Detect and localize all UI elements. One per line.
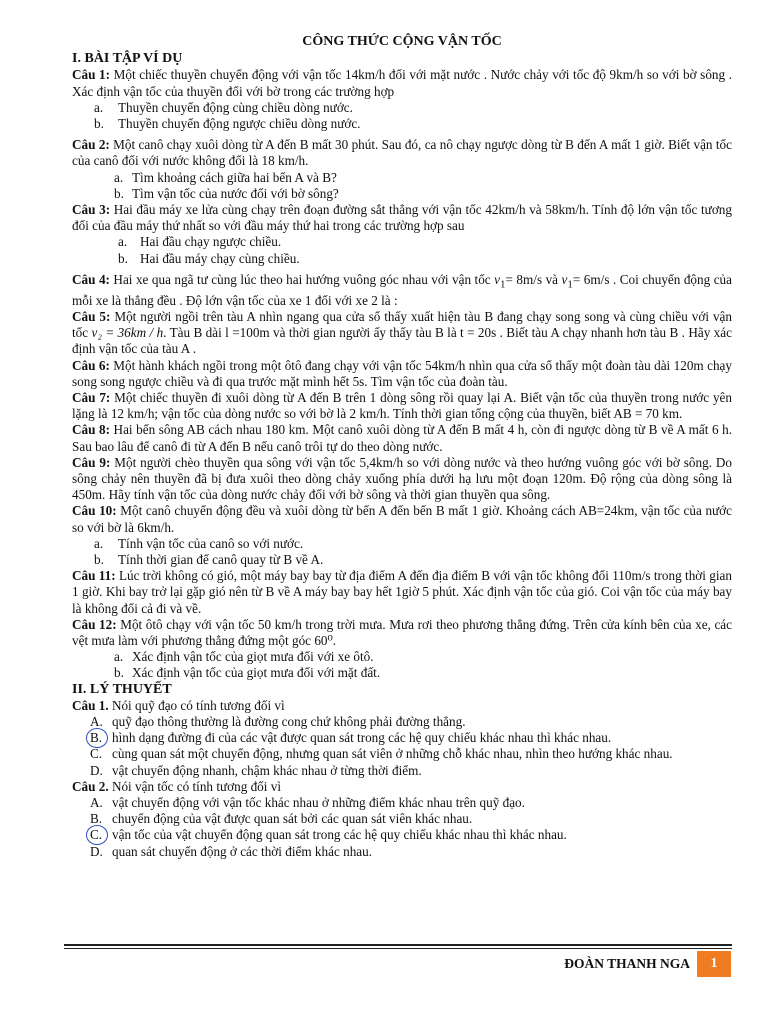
option-letter: a. <box>94 99 104 115</box>
option-letter: a. <box>118 234 128 250</box>
option-letter: b. <box>94 551 104 567</box>
option-text: Xác định vận tốc của giọt mưa đối với xe ôtô. <box>132 649 374 665</box>
option-text: Tính vận tốc của canô so với nước. <box>118 535 304 551</box>
question-9 <box>72 455 732 504</box>
question-label: Câu 9: <box>72 454 111 470</box>
choice-item[interactable] <box>72 795 732 811</box>
question-label: Câu 5: <box>72 308 111 324</box>
question-label: Câu 12: <box>72 616 117 632</box>
option-letter: b. <box>118 250 128 266</box>
question-text: Hai đầu máy xe lửa cùng chạy trên đoạn đường sắt thẳng với vận tốc 42km/h và 58km/h. Tính độ lớn vận tốc tương đối của đầu máy thứ nhất so với đầu máy thứ hai trong các trường hợp sau <box>72 202 732 234</box>
option-letter: b. <box>114 665 124 681</box>
choice-letter: B. <box>90 811 103 827</box>
choice-item[interactable] <box>72 811 732 827</box>
option-item <box>72 552 732 568</box>
question-label: Câu 2: <box>72 137 110 153</box>
question-5 <box>72 309 732 358</box>
choice-text: quỹ đạo thông thường là đường cong chứ không phải đường thẳng. <box>112 713 466 729</box>
document-title: CÔNG THỨC CỘNG VẬN TỐC <box>302 34 502 49</box>
question-text: Một canô chuyển động đều và xuôi dòng từ bến A đến bến B mất 1 giờ. Khoảng cách AB=24km, vận tốc của nước so với bờ là 6km/h. <box>72 503 733 535</box>
question-label: Câu 3: <box>72 202 111 218</box>
choice-letter: B. <box>90 730 103 746</box>
question-text: Lúc trời không có gió, một máy bay bay từ địa điểm A đến địa điểm B với vận tốc không đổi 110m/s trong thời gian 1 giờ. Khi bay trở lại gặp gió nên từ B về A máy bay bay hết 1giờ 5 phút. Xác định vận tốc của gió. Coi vận tốc của máy bay là không đổi cả đi và về. <box>72 568 732 616</box>
theory-question-1 <box>72 698 732 714</box>
question-10 <box>72 503 732 535</box>
section-heading-examples: I. BÀI TẬP VÍ DỤ <box>72 51 183 67</box>
question-label: Câu 11: <box>72 568 116 584</box>
velocity-formula: v₂ = 36km / h <box>91 325 164 341</box>
choice-text: chuyển động của vật được quan sát bởi các quan sát viên khác nhau. <box>112 811 473 827</box>
option-text: Thuyền chuyển động cùng chiều dòng nước. <box>118 99 353 115</box>
option-item <box>72 665 732 681</box>
question-label: Câu 1. <box>72 697 109 713</box>
choice-item[interactable] <box>72 746 732 762</box>
question-7 <box>72 390 732 422</box>
question-text: . Coi chuyển động của mỗi xe là thẳng đều . Độ lớn vận tốc của xe 1 đối với xe 2 là : <box>72 271 733 308</box>
choice-text: vận tốc của vật chuyển động quan sát trong các hệ quy chiếu khác nhau thì khác nhau. <box>112 827 567 843</box>
question-text: Một canô chạy xuôi dòng từ A đến B mất 30 phút. Sau đó, ca nô chạy ngược dòng từ B đến A mất 1 giờ. Biết vận tốc của canô đối với nước không đổi là 18 km/h. <box>72 137 732 169</box>
option-text: Tìm vận tốc của nước đối với bờ sông? <box>132 185 339 201</box>
option-text: Tính thời gian để canô quay từ B về A. <box>118 551 324 567</box>
question-text: Một người ngồi trên tàu A nhìn ngang qua cửa sổ thấy xuất hiện tàu B đang chạy song song và cùng chiều với vận tốc <box>72 308 733 341</box>
choice-text: vật chuyển động nhanh, chậm khác nhau ở từng thời điểm. <box>112 762 422 778</box>
question-12 <box>72 617 732 649</box>
option-item <box>72 234 732 250</box>
question-11 <box>72 568 732 617</box>
section-heading-theory: II. LÝ THUYẾT <box>72 681 172 697</box>
choice-text: vật chuyển động với vận tốc khác nhau ở những điểm khác nhau trên quỹ đạo. <box>112 794 525 810</box>
question-text: Hai xe qua ngã tư cùng lúc theo hai hướng vuông góc nhau với vận tốc <box>109 271 495 287</box>
option-item <box>72 251 732 267</box>
choice-letter: C. <box>90 746 103 762</box>
velocity-symbol: v <box>494 271 500 287</box>
question-3 <box>72 202 732 234</box>
option-text: Hai đầu máy chạy cùng chiều. <box>140 250 300 266</box>
question-label: Câu 1: <box>72 67 111 83</box>
option-text: Thuyền chuyển động ngược chiều dòng nước. <box>118 116 361 132</box>
choice-item-selected[interactable] <box>72 827 732 843</box>
velocity-subscript: 1 <box>500 278 506 291</box>
choice-item[interactable] <box>72 714 732 730</box>
option-letter: a. <box>94 535 104 551</box>
question-label: Câu 8: <box>72 422 110 438</box>
question-2 <box>72 137 732 169</box>
choice-letter: C. <box>90 827 103 843</box>
footer-divider <box>64 944 732 946</box>
option-item <box>72 116 732 132</box>
question-text: Nói vận tốc có tính tương đối vì <box>108 778 281 794</box>
question-text: Hai bến sông AB cách nhau 180 km. Một canô xuôi dòng từ A đến B mất 4 h, còn đi ngược dòng từ B về A mất 6 h. Sau bao lâu để canô đi từ A đến B nếu canô trôi tự do theo dòng nước. <box>72 422 732 454</box>
option-letter: b. <box>114 185 124 201</box>
choice-item[interactable] <box>72 844 732 860</box>
question-text: Một chiếc thuyền đi xuôi dòng từ A đến B trên 1 dòng sông rồi quay lại A. Biết vận tốc của thuyền trong nước yên lặng là 12 km/h; vận tốc của dòng nước so với bờ là 2 km/h. Tính thời gian tổng cộng của thuyền, biết AB = 70 km. <box>72 389 733 422</box>
question-text: Nói quỹ đạo có tính tương đối vì <box>108 697 285 713</box>
question-text: Một hành khách ngồi trong một ôtô đang chạy với vận tốc 54km/h nhìn qua cửa sổ thấy một đoàn tàu dài 120m chạy song song ngược chiều và đi qua trước mặt mình hết 5s. Tìm vận tốc của đoàn tàu. <box>72 357 732 389</box>
velocity-value: = 6m/s <box>572 271 610 287</box>
velocity-symbol: v <box>561 271 568 287</box>
option-item <box>72 100 732 116</box>
choice-text: cùng quan sát một chuyển động, nhưng quan sát viên ở những chỗ khác nhau, nhìn theo hướng khác nhau. <box>112 746 673 762</box>
choice-letter: D. <box>90 843 103 859</box>
option-letter: a. <box>114 649 124 665</box>
velocity-value: = 8m/s và <box>505 271 562 287</box>
option-text: Xác định vận tốc của giọt mưa đối với mặt đất. <box>132 665 381 681</box>
theory-question-2 <box>72 779 732 795</box>
velocity-subscript: 1 <box>567 278 573 291</box>
option-letter: b. <box>94 116 104 132</box>
choice-letter: D. <box>90 762 103 778</box>
question-label: Câu 6: <box>72 357 110 373</box>
option-text: Hai đầu chạy ngược chiều. <box>140 234 282 250</box>
option-text: Tìm khoảng cách giữa hai bến A và B? <box>132 169 337 185</box>
question-text: Một người chèo thuyền qua sông với vận tốc 5,4km/h so với dòng nước và theo hướng vuông góc với bờ sông. Do sông chảy nên thuyền đã bị đưa xuôi theo dòng chảy xuống phía dưới hạ lưu một đoạn 120m. Độ rộng của dòng sông là 450m. Hãy tính vận tốc của dòng nước chảy đối với bờ sông và thời gian thuyền qua sông. <box>72 454 733 503</box>
choice-text: quan sát chuyển động ở các thời điểm khác nhau. <box>112 843 373 859</box>
question-4 <box>72 272 732 309</box>
document-page <box>72 34 732 860</box>
question-6 <box>72 358 732 390</box>
option-item <box>72 170 732 186</box>
question-label: Câu 2. <box>72 778 109 794</box>
question-1 <box>72 67 732 99</box>
question-text: . Tàu B dài l =100m và thời gian người ấy thấy tàu B là t = 20s . Biết tàu A chạy nhanh hơn tàu B . Hãy xác định vận tốc của tàu A . <box>72 325 732 357</box>
footer-divider <box>64 948 732 949</box>
question-label: Câu 10: <box>72 503 117 519</box>
question-8 <box>72 422 732 454</box>
choice-letter: A. <box>90 713 103 729</box>
choice-item[interactable] <box>72 763 732 779</box>
question-text: Một ôtô chạy với vận tốc 50 km/h trong trời mưa. Mưa rơi theo phương thẳng đứng. Trên cửa kính bên của xe, các vệt mưa làm với phương thẳng đứng một góc 60⁰. <box>72 616 732 648</box>
page-number-badge: 1 <box>697 951 731 977</box>
option-letter: a. <box>114 169 124 185</box>
question-label: Câu 7: <box>72 389 111 405</box>
choice-text: hình dạng đường đi của các vật được quan sát trong các hệ quy chiếu khác nhau thì khác nhau. <box>112 730 612 746</box>
question-text: Một chiếc thuyền chuyển động với vận tốc 14km/h đối với mặt nước . Nước chảy với tốc độ 9km/h so với bờ sông . Xác định vận tốc của thuyền đối với bờ trong các trường hợp <box>72 67 732 99</box>
choice-letter: A. <box>90 794 103 810</box>
question-label: Câu 4: <box>72 271 110 287</box>
option-item <box>72 536 732 552</box>
footer-author: ĐOÀN THANH NGA <box>564 956 690 971</box>
option-item <box>72 649 732 665</box>
option-item <box>72 186 732 202</box>
choice-item-selected[interactable] <box>72 730 732 746</box>
